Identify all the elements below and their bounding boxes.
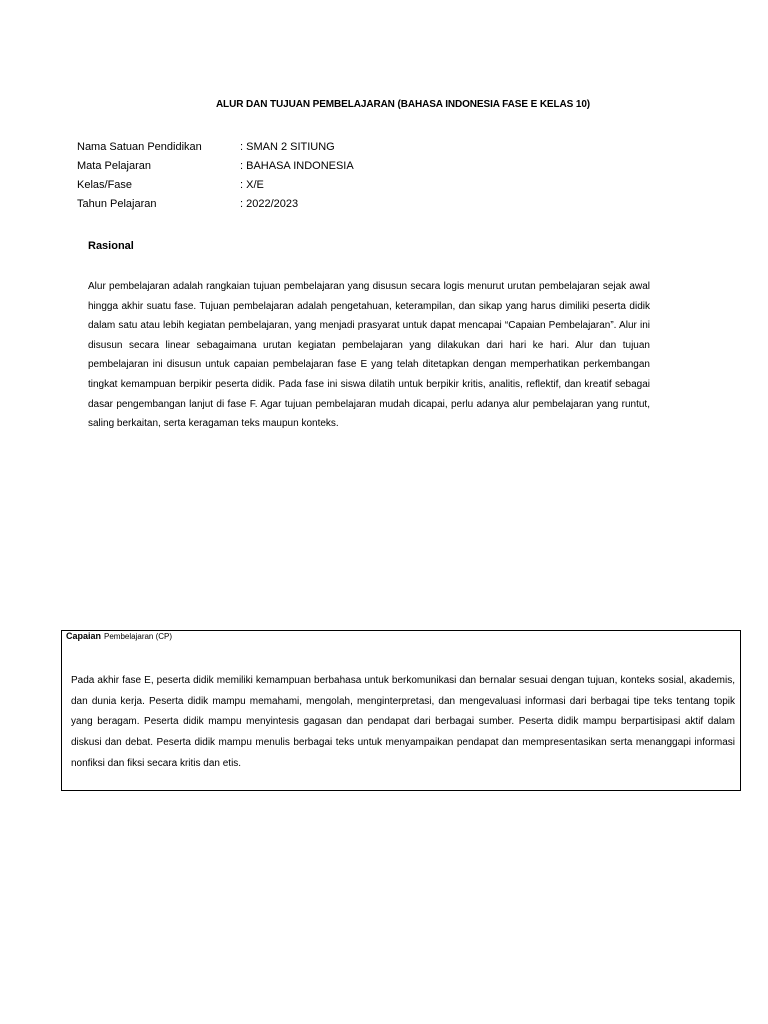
document-title: ALUR DAN TUJUAN PEMBELAJARAN (BAHASA INDONESIA FASE E KELAS 10): [215, 99, 591, 110]
info-value: : SMAN 2 SITIUNG: [240, 141, 335, 153]
info-value: : 2022/2023: [240, 198, 299, 210]
info-label: Kelas/Fase: [77, 179, 133, 191]
capaian-pembelajaran-box: [61, 630, 741, 791]
capaian-heading-bold: Capaian: [66, 631, 102, 641]
rasional-heading: Rasional: [88, 240, 134, 252]
rasional-paragraph: Alur pembelajaran adalah rangkaian tujuan pembelajaran yang disusun secara logis menurut urutan pembelajaran sejak awal hingga akhir suatu fase. Tujuan pembelajaran adalah pengetahuan, keterampilan, dan sikap yang harus dimiliki peserta didik dalam satu atau lebih kegiatan pembelajaran, yang menjadi prasyarat untuk dapat mencapai “Capaian Pembelajaran”. Alur ini disusun secara linear sebagaimana urutan kegiatan pembelajaran yang dilakukan dari hari ke hari. Alur dan tujuan pembelajaran ini disusun untuk capaian pembelajaran fase E yang telah ditetapkan dengan memperhatikan perkembangan tingkat kemampuan berpikir peserta didik. Pada fase ini siswa dilatih untuk berpikir kritis, analitis, reflektif, dan kreatif sebagai dasar pengembangan lanjut di fase F. Agar tujuan pembelajaran mudah dicapai, perlu adanya alur pembelajaran yang runtut, saling berkaitan, serta keragaman teks maupun konteks.: [88, 281, 650, 430]
info-label: Nama Satuan Pendidikan: [77, 141, 202, 153]
info-label: Mata Pelajaran: [77, 160, 151, 172]
info-row-satuan-pendidikan: [77, 140, 354, 159]
info-value: : X/E: [240, 179, 264, 191]
info-value: : BAHASA INDONESIA: [240, 160, 354, 172]
info-row-mata-pelajaran: [77, 159, 354, 178]
identity-table: [77, 140, 354, 216]
info-row-kelas-fase: [77, 178, 354, 197]
capaian-paragraph: Pada akhir fase E, peserta didik memiliki kemampuan berbahasa untuk berkomunikasi dan bernalar sesuai dengan tujuan, konteks sosial, akademis, dan dunia kerja. Peserta didik mampu memahami, mengolah, menginterpretasi, dan mengevaluasi informasi dari berbagai tipe teks tentang topik yang beragam. Peserta didik mampu menyintesis gagasan dan pendapat dari berbagai sumber. Peserta didik mampu berpartisipasi aktif dalam diskusi dan debat. Peserta didik mampu menulis berbagai teks untuk menyampaikan pendapat dan mempresentasikan serta menanggapi informasi nonfiksi dan fiksi secara kritis dan etis.: [71, 675, 735, 769]
info-label: Tahun Pelajaran: [77, 198, 157, 210]
capaian-heading-rest: Pembelajaran (CP): [104, 632, 173, 641]
info-row-tahun-pelajaran: [77, 197, 354, 216]
capaian-heading: [66, 631, 172, 641]
